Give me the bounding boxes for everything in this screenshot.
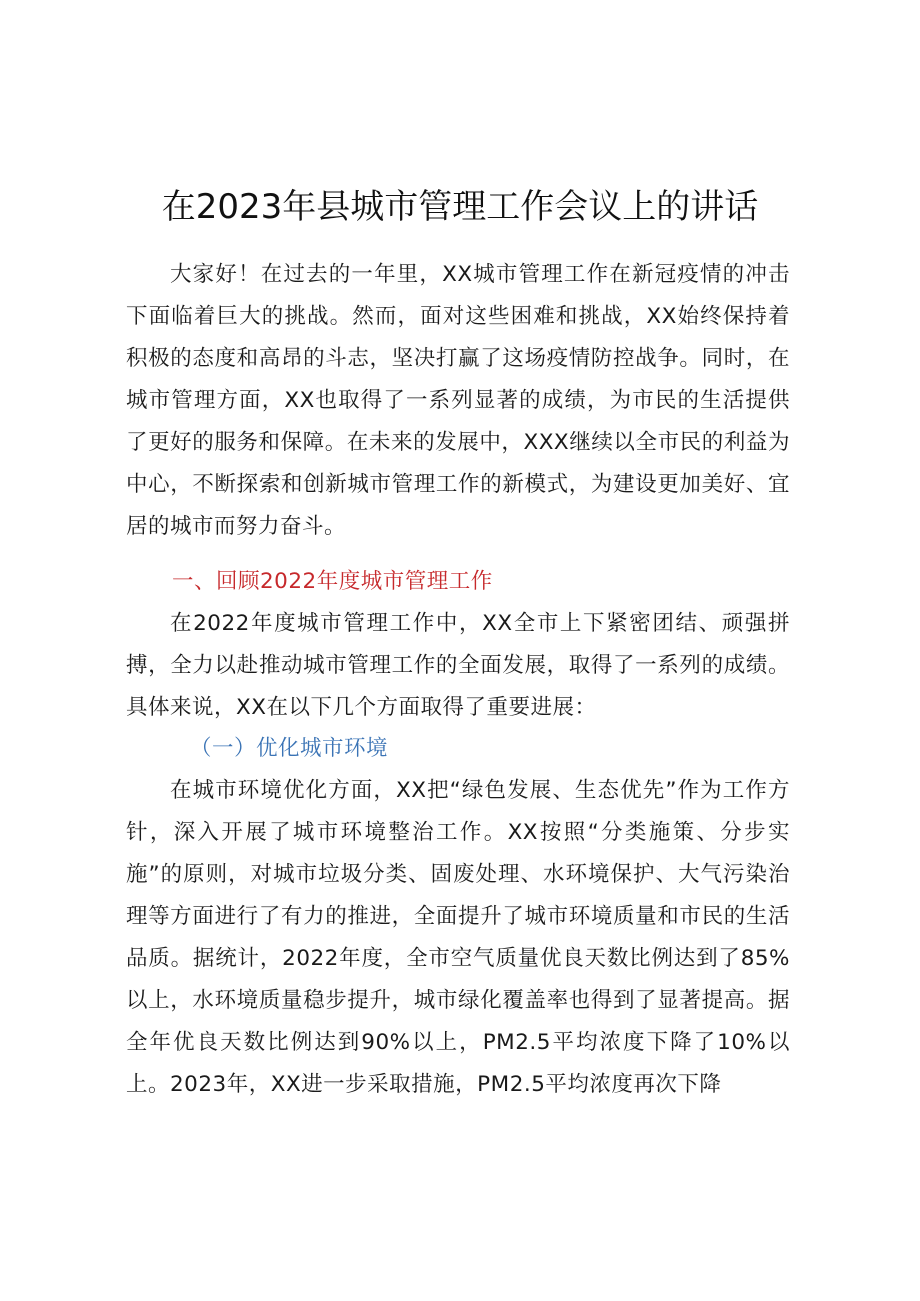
review-paragraph: 在2022年度城市管理工作中，XX全市上下紧密团结、顽强拼搏，全力以赴推动城市管理工作的全面发展，取得了一系列的成绩。具体来说，XX在以下几个方面取得了重要进展： xyxy=(126,611,790,720)
subsection-heading-environment: （一）优化城市环境 xyxy=(190,736,389,761)
intro-paragraph: 大家好！在过去的一年里，XX城市管理工作在新冠疫情的冲击下面临着巨大的挑战。然而，面对这些困难和挑战，XX始终保持着积极的态度和高昂的斗志，坚决打赢了这场疫情防控战争。同时，在城市管理方面，XX也取得了一系列显著的成绩，为市民的生活提供了更好的服务和保障。在未来的发展中，XXX继续以全市民的利益为中心，不断探索和创新城市管理工作的新模式，为建设更加美好、宜居的城市而努力奋斗。 xyxy=(126,262,790,539)
section-heading-review: 一、回顾2022年度城市管理工作 xyxy=(172,569,493,594)
document-title: 在2023年县城市管理工作会议上的讲话 xyxy=(161,187,759,227)
environment-paragraph: 在城市环境优化方面，XX把“绿色发展、生态优先”作为工作方针，深入开展了城市环境整治工作。XX按照“分类施策、分步实施”的原则，对城市垃圾分类、固废处理、水环境保护、大气污染治理等方面进行了有力的推进，全面提升了城市环境质量和市民的生活品质。据统计，2022年度，全市空气质量优良天数比例达到了85%以上，水环境质量稳步提升，城市绿化覆盖率也得到了显著提高。据全年优良天数比例达到90%以上，PM2.5平均浓度下降了10%以上。2023年，XX进一步采取措施，PM2.5平均浓度再次下降 xyxy=(126,778,790,1097)
